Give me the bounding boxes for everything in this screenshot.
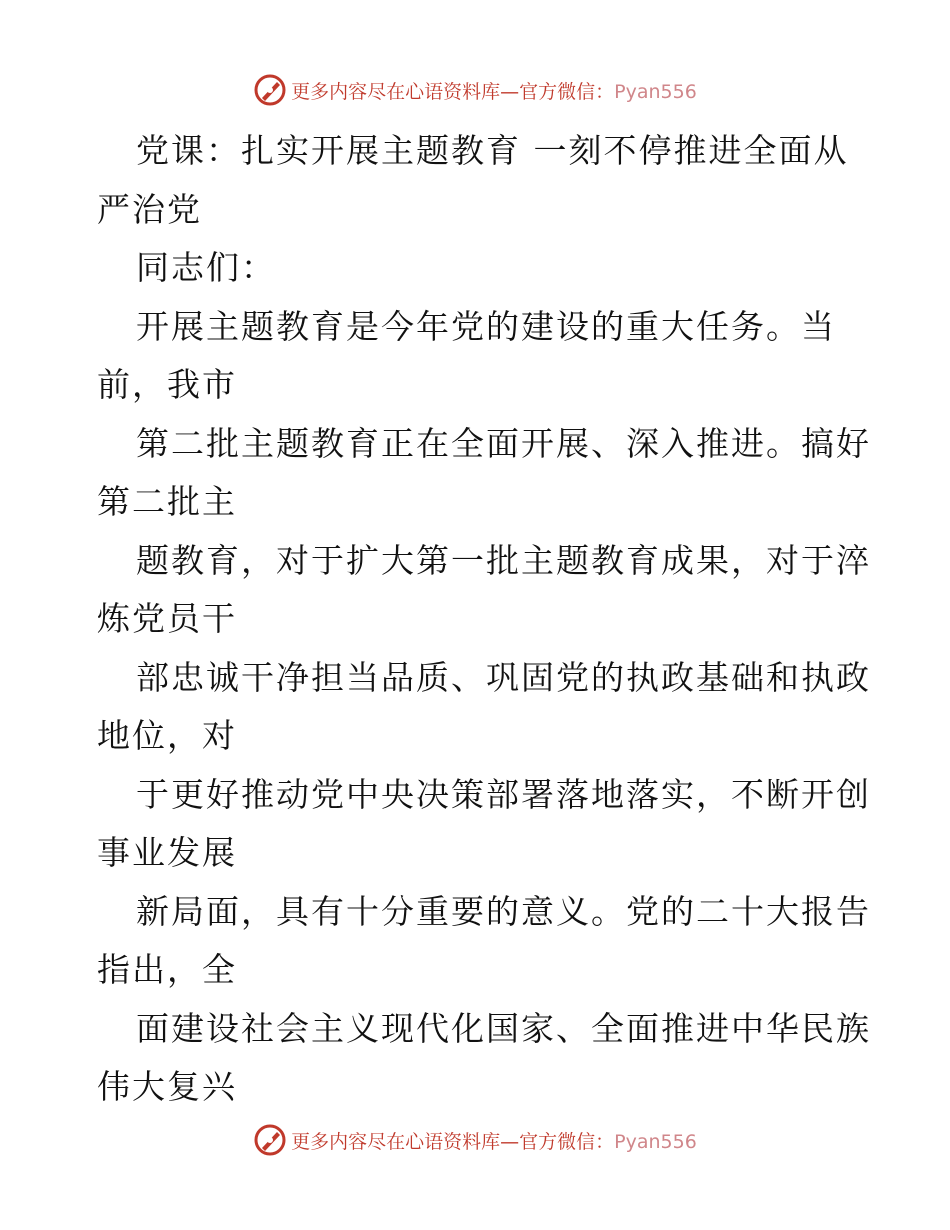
body-line: 伟大复兴 [97,1067,237,1106]
body-line: 新局面，具有十分重要的意义。党的二十大报告 [136,891,871,931]
body-line: 事业发展 [97,833,237,872]
body-line: 第二批主题教育正在全面开展、深入推进。搞好 [136,423,871,463]
footer-watermark-wechat: Pyan556 [614,1130,697,1153]
body-line: 第二批主 [97,482,237,521]
header-watermark-wechat: Pyan556 [614,80,697,103]
pen-logo-icon [253,1123,287,1157]
body-line: 炼党员干 [97,599,237,638]
salutation: 同志们： [136,248,276,287]
footer-watermark-label: 更多内容尽在心语资料库—官方微信： [291,1130,615,1153]
body-line: 指出，全 [97,950,237,989]
header-watermark-label: 更多内容尽在心语资料库—官方微信： [291,80,615,103]
pen-logo-icon [253,73,287,107]
body-line: 开展主题教育是今年党的建设的重大任务。当 [136,306,836,346]
body-line: 面建设社会主义现代化国家、全面推进中华民族 [136,1008,871,1048]
body-line: 题教育，对于扩大第一批主题教育成果，对于淬 [136,540,871,580]
body-line: 部忠诚干净担当品质、巩固党的执政基础和执政 [136,657,871,697]
body-line: 前，我市 [97,365,237,404]
header-watermark-banner [0,70,950,110]
title-line-2: 严治党 [97,189,202,229]
header-watermark-text [291,77,697,104]
body-line: 地位，对 [97,716,237,755]
footer-watermark-banner [0,1120,950,1160]
title-line-1: 党课：扎实开展主题教育 一刻不停推进全面从 [136,131,849,170]
document-body [97,122,877,1117]
body-line: 于更好推动党中央决策部署落地落实，不断开创 [136,774,871,814]
footer-watermark-text [291,1127,697,1154]
